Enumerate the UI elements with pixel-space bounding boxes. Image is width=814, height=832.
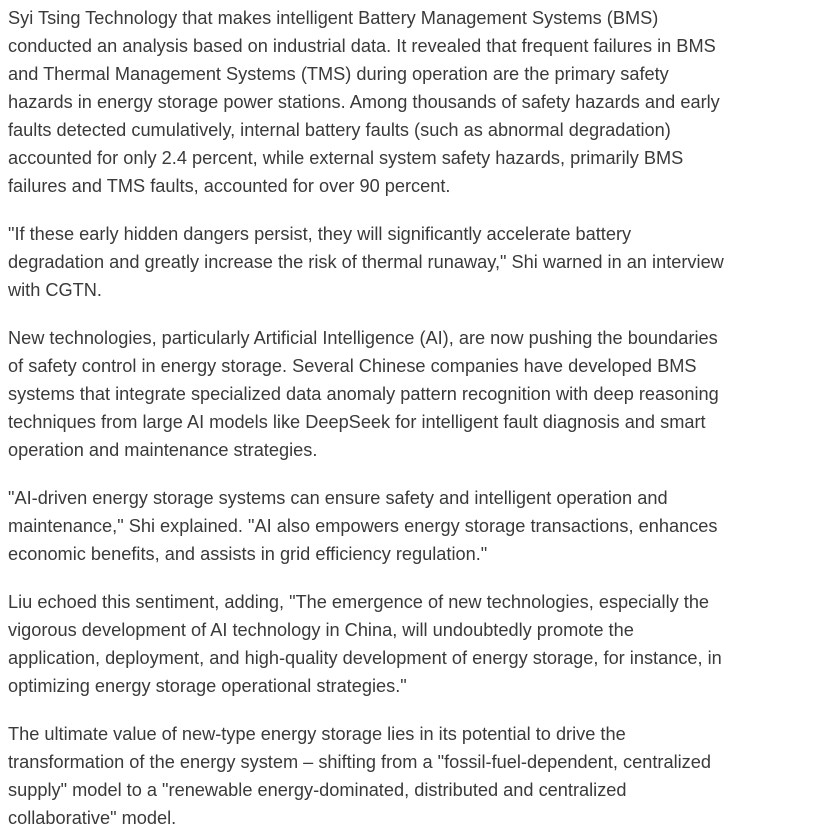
paragraph-ultimate-value: The ultimate value of new-type energy storage lies in its potential to drive the transformation of the energy system – shifting from a "fossil-fuel-dependent, centralized supply" model to a "renewable energy-dominated, distributed and centralized collaborative" model.: [8, 724, 711, 828]
paragraph-liu-quote: Liu echoed this sentiment, adding, "The emergence of new technologies, especially the vigorous development of AI technology in China, will undoubtedly promote the application, deployment, and high-quality development of energy storage, for instance, in optimizing energy storage operational strategies.": [8, 592, 722, 696]
paragraph-bms-analysis: Syi Tsing Technology that makes intelligent Battery Management Systems (BMS) conducted an analysis based on industrial data. It revealed that frequent failures in BMS and Thermal Management Systems (TMS) during operation are the primary safety hazards in energy storage power stations. Among thousands of safety hazards and early faults detected cumulatively, internal battery faults (such as abnormal degradation) accounted for only 2.4 percent, while external system safety hazards, primarily BMS failures and TMS faults, accounted for over 90 percent.: [8, 8, 720, 196]
paragraph-shi-ai-quote: "AI-driven energy storage systems can ensure safety and intelligent operation and maintenance," Shi explained. "AI also empowers energy storage transactions, enhances economic benefits, and assists in grid efficiency regulation.": [8, 488, 718, 564]
paragraph-shi-warning-quote: "If these early hidden dangers persist, they will significantly accelerate battery degradation and greatly increase the risk of thermal runaway," Shi warned in an interview with CGTN.: [8, 224, 724, 300]
paragraph-ai-technologies: New technologies, particularly Artificial Intelligence (AI), are now pushing the boundaries of safety control in energy storage. Several Chinese companies have developed BMS systems that integrate specialized data anomaly pattern recognition with deep reasoning techniques from large AI models like DeepSeek for intelligent fault diagnosis and smart operation and maintenance strategies.: [8, 328, 719, 460]
